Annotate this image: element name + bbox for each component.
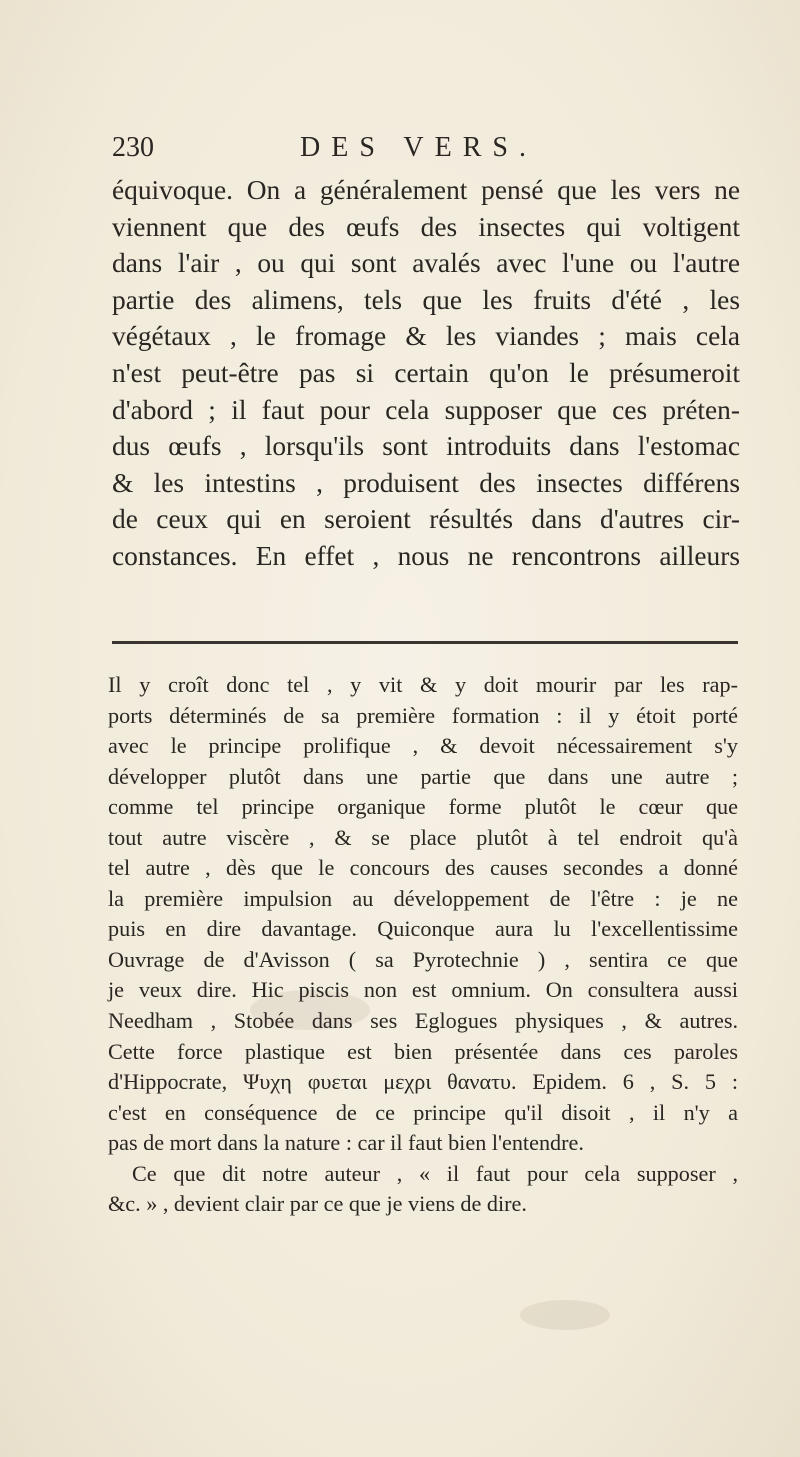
footnote-line: la première impulsion au développement de l'être : je ne bbox=[108, 885, 738, 911]
footnote-line: puis en dire davantage. Quiconque aura lu l'excellentissime bbox=[108, 916, 738, 942]
footnote-line: ports déterminés de sa première formation : il y étoit porté bbox=[108, 702, 738, 728]
page-number: 230 bbox=[112, 132, 154, 163]
footnote-line: &c. » , devient clair par ce que je viens de dire. bbox=[108, 1191, 527, 1217]
footnote-line: Il y croît donc tel , y vit & y doit mourir par les rap- bbox=[108, 672, 738, 697]
footnote-line: pas de mort dans la nature : car il faut bien l'entendre. bbox=[108, 1130, 584, 1156]
footnote bbox=[108, 670, 738, 1220]
footnote-line: développer plutôt dans une partie que dans une autre ; bbox=[108, 763, 738, 789]
footnote-line: Cette force plastique est bien présentée dans ces paroles bbox=[108, 1038, 738, 1064]
text-line: viennent que des œufs des insectes qui voltigent bbox=[112, 211, 740, 242]
text-line: & les intestins , produisent des insectes différens bbox=[112, 467, 740, 498]
text-line: dus œufs , lorsqu'ils sont introduits dans l'estomac bbox=[112, 431, 740, 462]
text-line: n'est peut-être pas si certain qu'on le présumeroit bbox=[112, 357, 740, 388]
paper-stain bbox=[520, 1300, 610, 1330]
footnote-line: avec le principe prolifique , & devoit nécessairement s'y bbox=[108, 733, 738, 759]
footnote-line: tel autre , dès que le concours des causes secondes a donné bbox=[108, 855, 738, 881]
footnote-line: Ce que dit notre auteur , « il faut pour cela supposer , bbox=[132, 1160, 738, 1186]
footnote-line: c'est en conséquence de ce principe qu'il disoit , il n'y a bbox=[108, 1099, 738, 1125]
footnote-line: d'Hippocrate, Ψυχη φυεται μεχρι θανατυ. Epidem. 6 , S. 5 : bbox=[108, 1069, 738, 1095]
text-line: d'abord ; il faut pour cela supposer que ces préten- bbox=[112, 394, 740, 425]
text-line: équivoque. On a généralement pensé que les vers ne bbox=[112, 175, 740, 205]
text-line: dans l'air , ou qui sont avalés avec l'une ou l'autre bbox=[112, 248, 740, 279]
footnote-line: Ouvrage de d'Avisson ( sa Pyrotechnie ) , sentira ce que bbox=[108, 946, 738, 972]
text-line: constances. En effet , nous ne rencontrons ailleurs bbox=[112, 540, 740, 571]
text-line: partie des alimens, tels que les fruits d'été , les bbox=[112, 284, 740, 315]
footnote-line: comme tel principe organique forme plutôt le cœur que bbox=[108, 794, 738, 820]
footnote-line: Needham , Stobée dans ses Eglogues physiques , & autres. bbox=[108, 1008, 738, 1034]
running-head: DES VERS. bbox=[300, 132, 537, 163]
text-line: végétaux , le fromage & les viandes ; mais cela bbox=[112, 321, 740, 352]
running-header bbox=[112, 128, 742, 168]
text-line: de ceux qui en seroient résultés dans d'autres cir- bbox=[112, 504, 740, 535]
footnote-line: je veux dire. Hic piscis non est omnium. On consultera aussi bbox=[108, 977, 738, 1003]
main-text bbox=[112, 172, 740, 575]
footnote-rule bbox=[112, 641, 738, 644]
footnote-line: tout autre viscère , & se place plutôt à tel endroit qu'à bbox=[108, 824, 738, 850]
